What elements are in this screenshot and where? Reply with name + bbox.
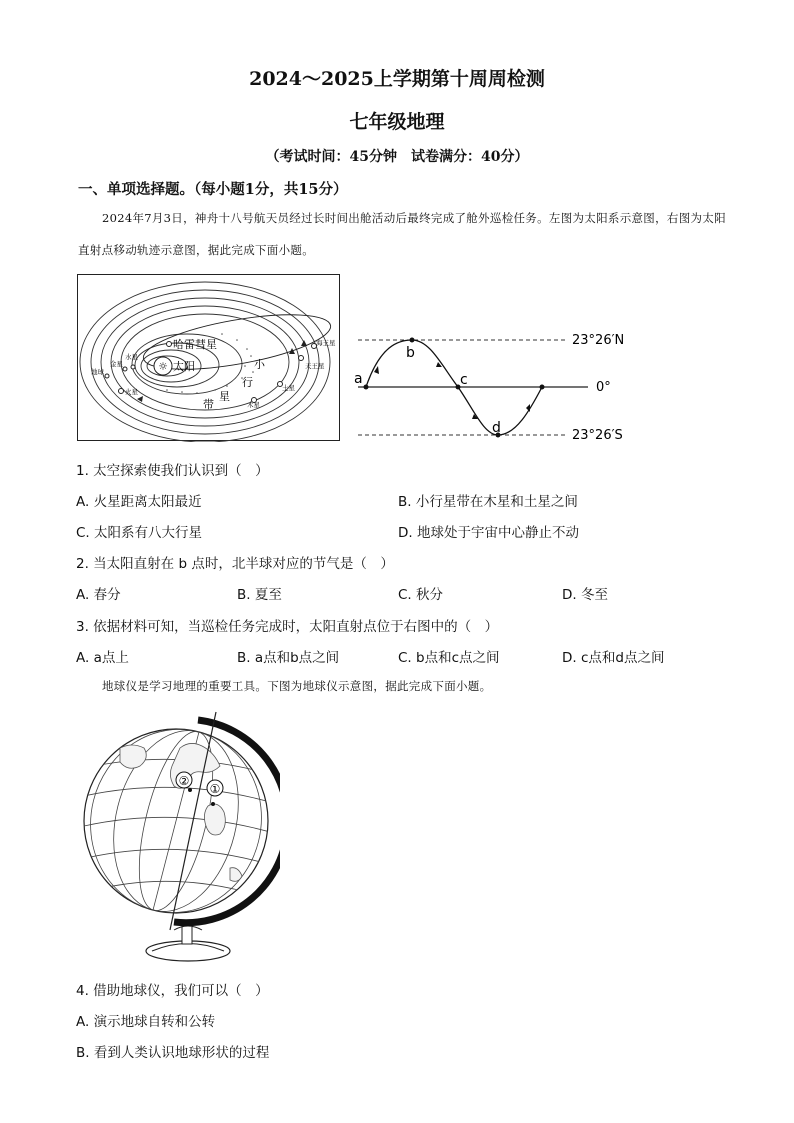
globe-marker-1: ① bbox=[209, 782, 221, 796]
belt-char-3: 星 bbox=[219, 390, 230, 403]
mars-label: 火星 bbox=[125, 388, 138, 396]
sun-label: 太阳 bbox=[173, 360, 195, 373]
tropic-north-label: 23°26′N bbox=[572, 333, 625, 348]
q1-option-a: A. 火星距离太阳最近 bbox=[76, 494, 202, 510]
subject-title: 七年级地理 bbox=[349, 111, 445, 133]
jupiter-label: 木星 bbox=[247, 401, 260, 409]
point-b: b bbox=[406, 345, 415, 361]
q1-option-d: D. 地球处于宇宙中心静止不动 bbox=[398, 525, 579, 541]
globe-marker-2: ② bbox=[178, 774, 190, 788]
question-2-stem: 2. 当太阳直射在 b 点时，北半球对应的节气是（ ） bbox=[76, 556, 394, 572]
equator-label: 0° bbox=[596, 380, 611, 395]
q4-option-b: B. 看到人类认识地球形状的过程 bbox=[76, 1045, 270, 1061]
tropic-south-label: 23°26′S bbox=[572, 428, 623, 443]
earth-label: 地球 bbox=[91, 368, 104, 376]
mercury-label: 水星 bbox=[125, 353, 138, 361]
comet-label: 哈雷彗星 bbox=[173, 338, 217, 351]
q3-option-c: C. b点和c点之间 bbox=[398, 650, 500, 666]
q2-option-c: C. 秋分 bbox=[398, 587, 444, 603]
neptune-label: 海王星 bbox=[316, 339, 336, 347]
material-line-1: 2024年7月3日，神舟十八号航天员经过长时间出舱活动后最终完成了舱外巡检任务。左图为太阳系 bbox=[102, 211, 620, 225]
point-d: d bbox=[492, 420, 501, 436]
uranus-label: 天王星 bbox=[305, 362, 325, 370]
exam-info: （考试时间：45分钟 试卷满分：40分） bbox=[265, 149, 529, 165]
belt-char-2: 行 bbox=[242, 376, 253, 389]
saturn-label: 土星 bbox=[282, 384, 295, 392]
q3-option-a: A. a点上 bbox=[76, 650, 129, 666]
q1-option-b: B. 小行星带在木星和土星之间 bbox=[398, 494, 578, 510]
section-heading: 一、单项选择题。（每小题1分，共15分） bbox=[78, 181, 348, 198]
sun-path-diagram bbox=[350, 326, 650, 448]
svg-text:☼: ☼ bbox=[158, 360, 168, 373]
q2-option-b: B. 夏至 bbox=[237, 587, 282, 603]
q4-option-a: A. 演示地球自转和公转 bbox=[76, 1014, 216, 1030]
venus-label: 金星 bbox=[110, 360, 123, 368]
belt-char-4: 带 bbox=[203, 398, 214, 411]
page-title: 2024～2025上学期第十周周检测 bbox=[249, 68, 545, 90]
q1-option-c: C. 太阳系有八大行星 bbox=[76, 525, 203, 541]
q3-option-b: B. a点和b点之间 bbox=[237, 650, 340, 666]
point-a: a bbox=[354, 371, 363, 387]
question-4-stem: 4. 借助地球仪，我们可以（ ） bbox=[76, 983, 269, 999]
material-paragraph-2: 地球仪是学习地理的重要工具。下图为地球仪示意图，据此完成下面小题。 bbox=[102, 679, 492, 693]
solar-system-diagram bbox=[77, 274, 341, 442]
q2-option-a: A. 春分 bbox=[76, 587, 121, 603]
question-1-stem: 1. 太空探索使我们认识到（ ） bbox=[76, 463, 269, 479]
q3-option-d: D. c点和d点之间 bbox=[562, 650, 665, 666]
q2-option-d: D. 冬至 bbox=[562, 587, 608, 603]
globe-diagram bbox=[80, 708, 280, 966]
question-3-stem: 3. 依据材料可知，当巡检任务完成时，太阳直射点位于右图中的（ ） bbox=[76, 619, 499, 635]
belt-char-1: 小 bbox=[254, 358, 265, 371]
point-c: c bbox=[460, 372, 468, 388]
material-line-2: 示意图，右图为太阳直射点移动轨迹示意图，据此完成下面小题。 bbox=[78, 211, 726, 257]
material-paragraph-1 bbox=[78, 202, 728, 266]
